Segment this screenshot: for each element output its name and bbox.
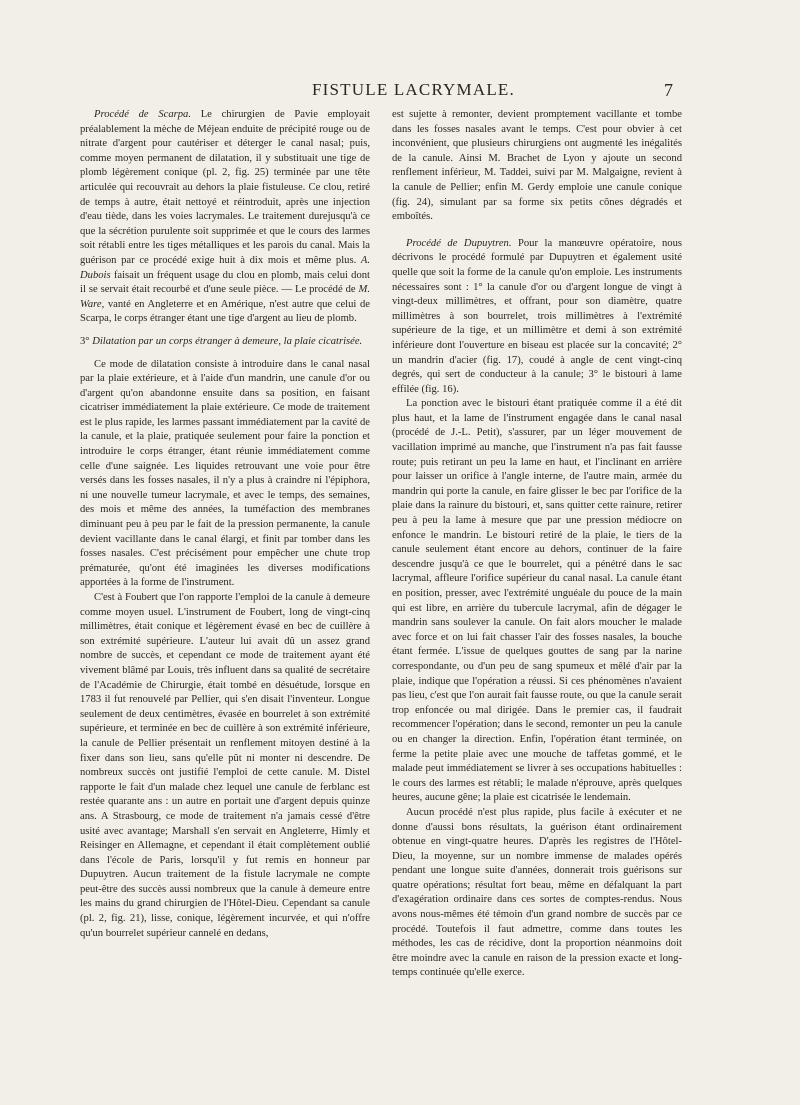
author-name: A. Dubois [80,254,370,281]
section-heading-dupuytren: Procédé de Dupuytren. [406,237,512,249]
paragraph-results: Aucun procédé n'est plus rapide, plus facile à exécuter et ne donne d'aussi bons résultats, la guérison étant ordinairement obtenue en vingt-quatre heures. D'après les registres de l'Hôtel-Dieu, la moyenne, sur un nombre immense de malades opérés pendant une longue suite d'années, donnerait trois guérisons sur quatre opérations; résultat fort beau, même en défalquant la part d'exagération ordinaire dans ces sortes de comptes-rendus. Nous avons nous-mêmes été témoin d'un grand nombre de succès par ce procédé. Toutefois il faut admettre, comme dans toutes les méthodes, les cas de récidive, dont la proportion néanmoins doit être moindre avec la canule en raison de la pression exacte et long-temps continuée qu'elle exerce. [392,806,682,979]
left-column [80,108,370,941]
paragraph-foubert: C'est à Foubert que l'on rapporte l'emploi de la canule à demeure comme moyen usuel. L'instrument de Foubert, long de vingt-cinq millimètres, était conique et légèrement évasé en bec de cuillère à son extrémité supérieure. L'auteur lui avait dû un assez grand nombre de succès, et cependant ce mode de traitement ayant été vivement blâmé par Louis, très influent dans sa qualité de secrétaire de l'Académie de Chirurgie, était tombé en désuétude, lorsque en 1783 il fut renouvelé par Pellier, qui s'en disait l'inventeur. Longue seulement de deux centimètres, évasée en bourrelet à son extrémité supérieure, et terminée en bec de cuillère à son extrémité inférieure, la canule de Pellier présentait un renflement mitoyen destiné à la fixer dans son lieu, sans qu'elle pût ni monter ni descendre. De nombreux succès ont justifié l'emploi de cette canule. M. Distel rapporte le fait d'un malade chez lequel une canule de ferblanc est restée quarante ans : un autre en portait une d'argent depuis quinze ans. A Strasbourg, ce mode de traitement n'a jamais cessé d'être usité avec avantage; Marshall s'en servait en Angleterre, Himly et Reisinger en Allemagne, et cependant il était complètement oublié dans l'école de Paris, lorsqu'il y fut remis en honneur par Dupuytren. Aucun traitement de la fistule lacrymale ne compte peut-être des succès aussi nombreux que la canule à demeure entre les mains du grand chirurgien de l'Hôtel-Dieu. Cependant sa canule (pl. 2, fig. 21), lisse, conique, légèrement incurvée, et qui n'offre qu'un bourrelet supérieur cannelé en dedans, [80,592,370,939]
paragraph-dupuytren: Procédé de Dupuytren. Pour la manœuvre opératoire, nous décrivons le procédé formulé par Dupuytren et également usité quelle que soit la forme de la canule qu'on emploie. Les instruments nécessaires sont : 1° la canule d'or ou d'argent longue de vingt à vingt-deux millimètres, et offrant, pour son diamètre, quatre millimètres à son bourrelet, trois millimètres à l'extrémité supérieure de la tige, et un millimètre et demi à son extrémité inférieure dont l'ouverture en biseau est placée sur la concavité; 2° un mandrin d'acier (fig. 17), coudé à angle de cent vingt-cinq degrés, qui sert de conducteur à la canule; 3° le bistouri à lame effilée (fig. 16). [392,237,682,395]
author-name: M. Ware [80,284,370,310]
section-heading-scarpa: Procédé de Scarpa. [94,109,191,120]
right-column [392,108,682,981]
running-title: FISTULE LACRYMALE. [312,80,515,99]
section-heading-dilatation: 3° Dilatation par un corps étranger à demeure, la plaie cicatrisée. [80,335,363,347]
paragraph-scarpa: Procédé de Scarpa. Le chirurgien de Pavie employait préalablement la mèche de Méjean enduite de précipité rouge ou de nitrate d'argent pour cautériser et déterger le canal nasal; puis, comme moyen permanent de dilatation, il y substituait une tige de plomb légèrement conique (pl. 2, fig. 25) terminée par une tête articulée qui recouvrait au dehors la plaie fistuleuse. Ce clou, retiré de temps à autre, était nettoyé et réintroduit, après une injection d'eau tiède, dans les voies lacrymales. Le traitement durejusqu'à ce que la sécrétion purulente soit supprimée et que le cours des larmes soit rétabli entre les tiges métalliques et les parois du canal. Mais la guérison par ce procédé exige huit à dix mois et même plus. A. Dubois faisait un fréquent usage du clou en plomb, mais celui dont il se servait était recourbé et d'une seule pièce. — Le procédé de M. Ware, vanté en Angleterre et en Amérique, n'est autre que celui de Scarpa, le corps étranger étant une tige d'argent au lieu de plomb. [80,109,370,325]
page-number: 7 [664,80,673,100]
paragraph-dilatation: Ce mode de dilatation consiste à introduire dans le canal nasal par la plaie extérieure, et à l'aide d'un mandrin, une canule d'or ou d'argent qu'on abandonne ensuite dans sa position, en faisant cicatriser immédiatement la plaie extérieure. Ce mode de traitement est le plus rapide, les larmes passant immédiatement par la cavité de la canule, et la plaie, pratiquée seulement pour faire la ponction et introduire le corps étranger, étant réunie immédiatement comme celle d'une saignée. Les liquides retrouvant une voie pour être versés dans les fosses nasales, il n'y a plus à craindre ni l'épiphora, ni une nouvelle tumeur lacrymale, et avec le temps, des semaines, des mois et même des années, la tuméfaction des membranes diminuant peu à peu par le fait de la pression permanente, la canule devient vacillante dans le canal élargi, et finit par tomber dans les fosses nasales. C'est précisément pour empêcher une chute trop prématurée, qu'ont été imaginées les diverses modifications apportées à la forme de l'instrument. [80,358,370,589]
page-header [0,80,800,110]
paragraph-continuation: est sujette à remonter, devient promptement vacillante et tombe dans les fosses nasales avant le temps. C'est pour obvier à cet inconvénient, que plusieurs chirurgiens ont augmenté les inégalités de la canule. Ainsi M. Brachet de Lyon y ajoute un second renflement inférieur, M. Taddei, suivi par M. Malgaigne, revient à la canule de Pellier; enfin M. Gerdy emploie une canule conique (fig. 24), simulant par sa forme six petits cônes dégradés et emboîtés. [392,109,682,223]
paragraph-ponction: La ponction avec le bistouri étant pratiquée comme il a été dit plus haut, et la lame de l'instrument engagée dans le canal nasal (procédé de J.-L. Petit), s'assurer, par un léger mouvement de vacillation imprimé au manche, que l'instrument n'a pas fait fausse route; puis retirant un peu la lame en haut, et l'inclinant en arrière pour laisser un orifice à l'angle interne, de l'autre main, armée du mandrin qui porte la canule, en faire glisser le bec par l'orifice de la plaie dans la rainure du bistouri, et, sans quitter cette rainure, retirer peu à peu la lame à mesure que par une pression médiocre on enfonce le mandrin. Le bistouri retiré de la plaie, le tiers de la canule seulement étant encore au dehors, continuer de la faire descendre jusqu'à ce que le bourrelet, qui a pénétré dans le sac lacrymal, affleure l'orifice supérieur du canal nasal. La canule étant en position, presser, avec l'extrémité unguéale du pouce de la main qui est libre, en arrière du tubercule lacrymal, afin de dégager le mandrin sans soulever la canule. On fait alors moucher le malade avec force et on lui fait chasser l'air des fosses nasales, la bouche étant fermée. L'issue de quelques gouttes de sang par la narine correspondante, ou d'un peu de sang spumeux et mêlé d'air par la plaie, indique que l'opération a réussi. Si ces phénomènes n'avaient pas lieu, c'est que l'on aurait fait fausse route, ou que la canule serait trop enfoncée ou mal dirigée. Dans le premier cas, il faudrait recommencer l'opération; dans le second, remonter un peu la canule ou en changer la direction. Enfin, l'opération étant terminée, on ferme la petite plaie avec une mouche de taffetas gommé, et le malade peut immédiatement se livrer à ses occupations habituelles : le cours des larmes est rétabli; le malade n'éprouve, après quelques heures, aucune gêne; la plaie est cicatrisée le lendemain. [392,398,682,804]
